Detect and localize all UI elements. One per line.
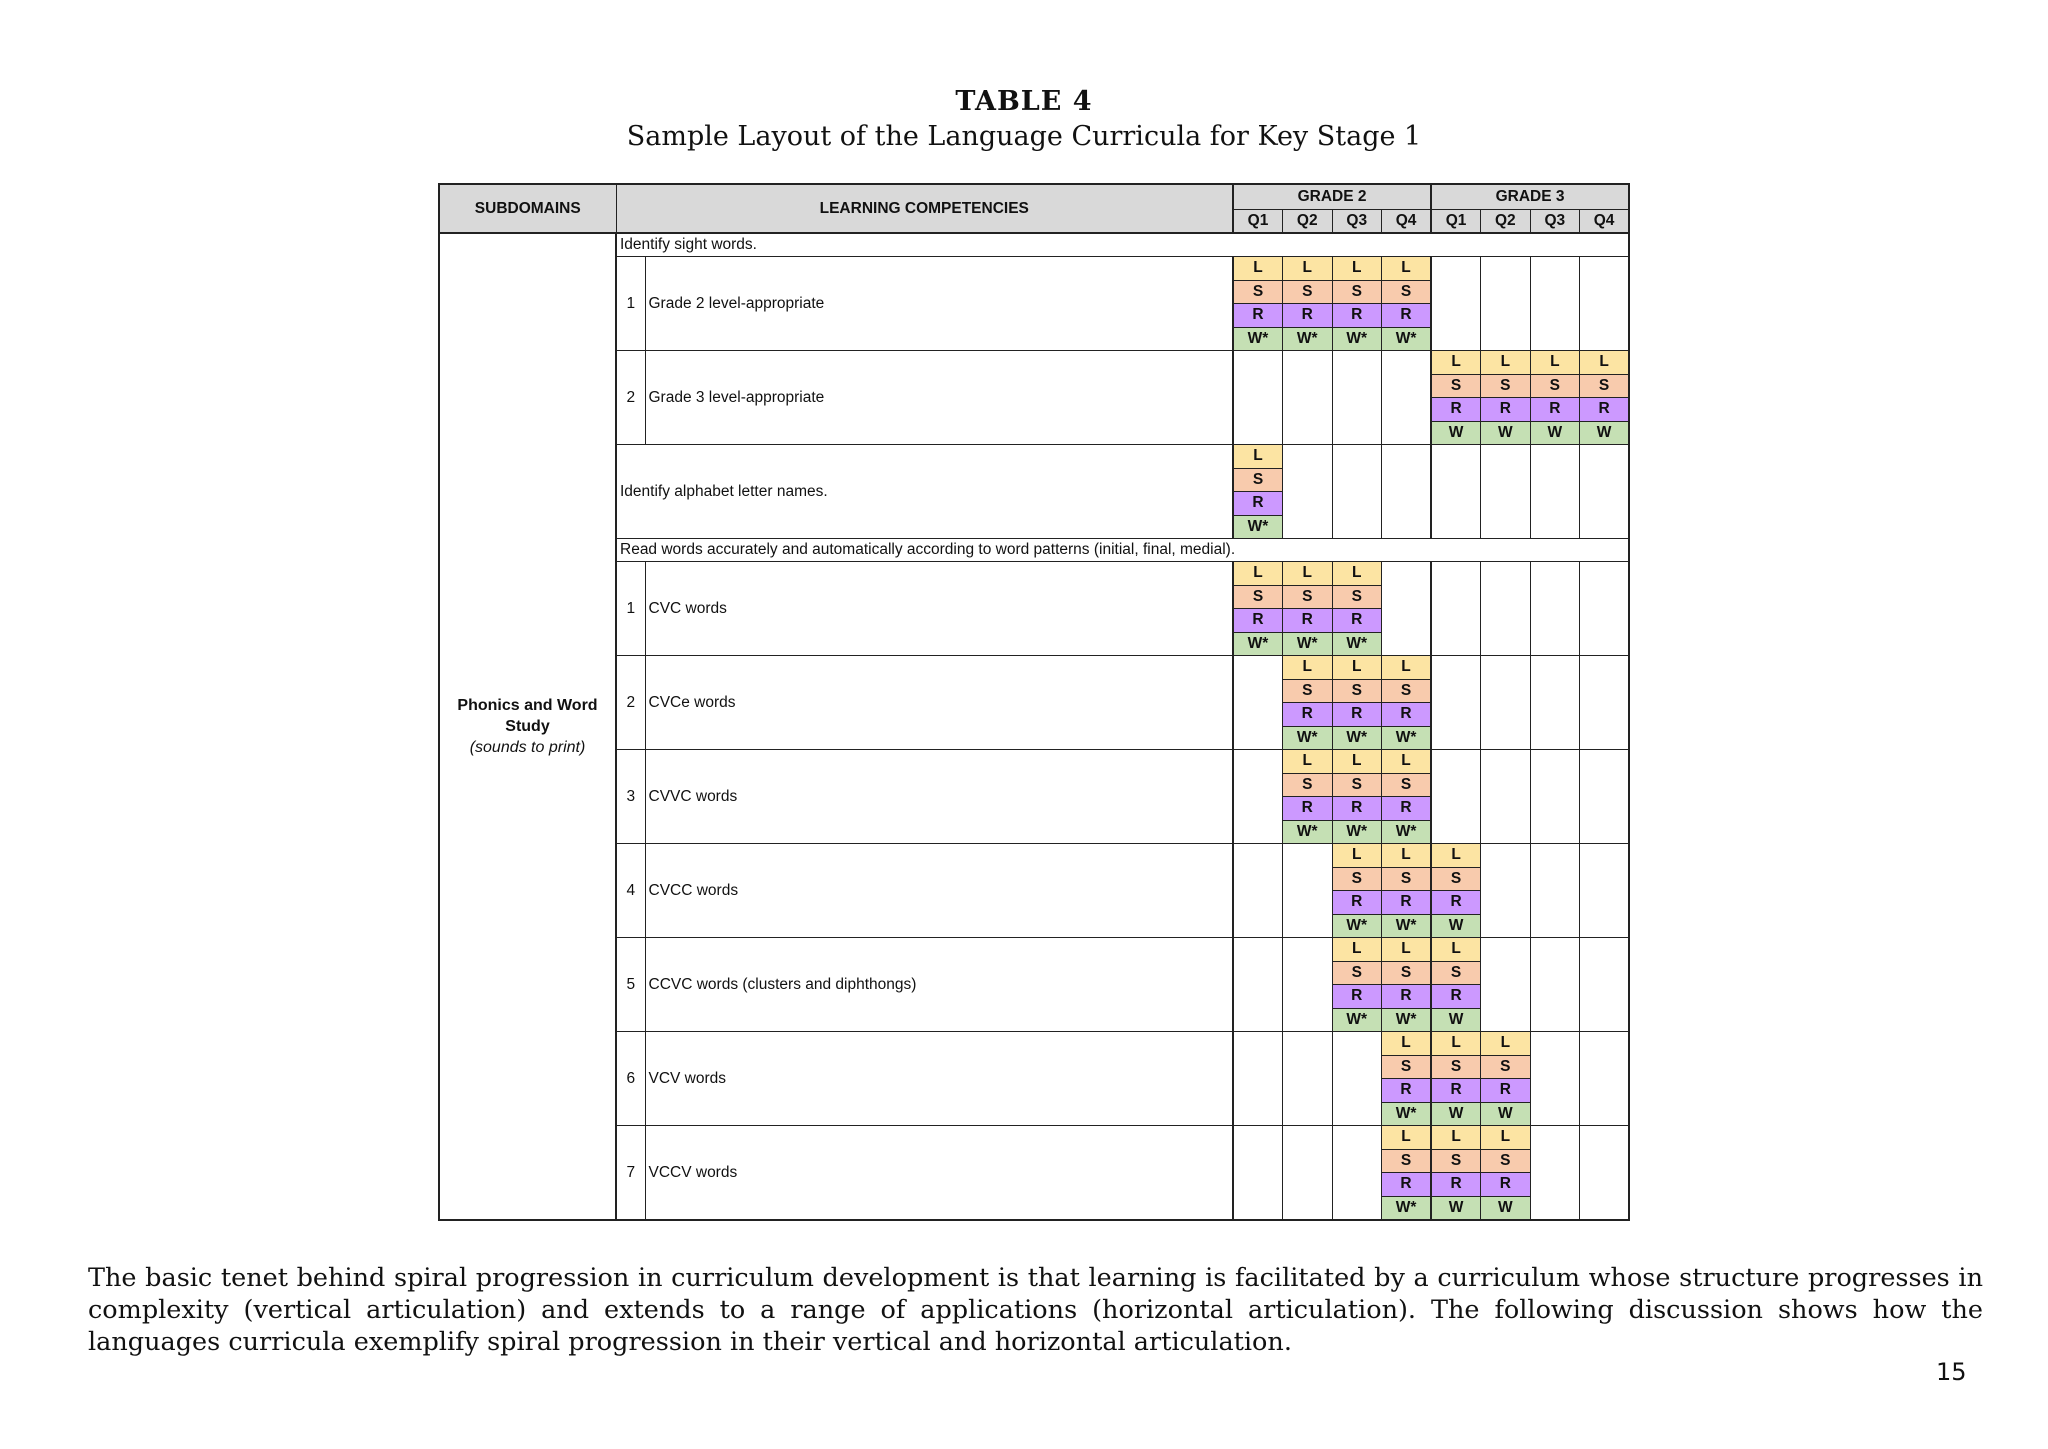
quarter-cell [1332, 750, 1382, 844]
skill-badge: W* [1333, 633, 1382, 656]
quarter-cell [1580, 562, 1630, 656]
quarter-cell [1382, 1126, 1432, 1221]
quarter-cell [1580, 844, 1630, 938]
skill-badge: W [1432, 422, 1480, 445]
skill-badge: W [1580, 422, 1628, 445]
skill-stack [1481, 351, 1530, 444]
item-number: 1 [616, 562, 645, 656]
quarter-cell [1530, 1126, 1580, 1221]
quarter-cell [1431, 257, 1481, 351]
skill-badge: L [1382, 1126, 1430, 1150]
quarter-cell [1382, 844, 1432, 938]
quarter-cell [1233, 257, 1283, 351]
skill-badge: R [1333, 304, 1382, 328]
quarter-cell [1283, 445, 1333, 539]
skill-badge: W* [1234, 516, 1282, 539]
competency-item: CVC words [645, 562, 1233, 656]
quarter-header: Q4 [1382, 210, 1432, 234]
curriculum-table [438, 183, 1630, 1221]
skill-badge: W [1432, 1009, 1480, 1032]
skill-badge: L [1531, 351, 1580, 375]
skill-badge: S [1234, 469, 1282, 493]
table-row [439, 257, 1629, 351]
table-row [439, 233, 1629, 257]
quarter-cell [1431, 750, 1481, 844]
quarter-cell [1530, 562, 1580, 656]
quarter-cell [1382, 257, 1432, 351]
skill-badge: L [1481, 1032, 1530, 1056]
skill-badge: S [1333, 868, 1382, 892]
skill-badge: S [1531, 375, 1580, 399]
quarter-header: Q4 [1580, 210, 1630, 234]
competency-item: CVCC words [645, 844, 1233, 938]
skill-badge: S [1283, 774, 1332, 798]
skill-badge: R [1283, 304, 1332, 328]
quarter-cell [1332, 844, 1382, 938]
quarter-cell [1530, 1032, 1580, 1126]
skill-badge: R [1382, 797, 1430, 821]
quarter-cell [1431, 1126, 1481, 1221]
skill-badge: S [1382, 680, 1430, 704]
skill-badge: L [1283, 750, 1332, 774]
skill-badge: W* [1333, 821, 1382, 844]
skill-badge: R [1382, 304, 1430, 328]
skill-stack [1283, 257, 1332, 350]
skill-badge: S [1234, 281, 1282, 305]
quarter-cell [1332, 562, 1382, 656]
skill-stack [1382, 1032, 1430, 1125]
quarter-cell [1580, 938, 1630, 1032]
quarter-cell [1481, 656, 1531, 750]
skill-badge: S [1432, 868, 1480, 892]
competency-heading: Identify alphabet letter names. [616, 445, 1233, 539]
item-number: 2 [616, 351, 645, 445]
quarter-cell [1580, 351, 1630, 445]
table-row [439, 445, 1629, 539]
title-block [0, 86, 2048, 152]
skill-badge: L [1382, 844, 1430, 868]
skill-badge: W* [1382, 821, 1430, 844]
skill-badge: W* [1283, 727, 1332, 750]
skill-stack [1382, 656, 1430, 749]
skill-badge: L [1382, 1032, 1430, 1056]
skill-badge: R [1333, 891, 1382, 915]
skill-badge: R [1481, 1079, 1530, 1103]
skill-badge: R [1234, 609, 1282, 633]
skill-stack [1382, 844, 1430, 937]
table-subtitle: Sample Layout of the Language Curricula for Key Stage 1 [626, 121, 1422, 152]
competency-item: VCV words [645, 1032, 1233, 1126]
quarter-cell [1332, 938, 1382, 1032]
skill-badge: S [1432, 1056, 1480, 1080]
skill-badge: W [1432, 1103, 1480, 1126]
skill-badge: S [1481, 1150, 1530, 1174]
skill-badge: S [1432, 375, 1480, 399]
quarter-cell [1481, 1126, 1531, 1221]
item-number: 3 [616, 750, 645, 844]
skill-stack [1283, 562, 1332, 655]
quarter-cell [1481, 351, 1531, 445]
quarter-cell [1530, 750, 1580, 844]
skill-stack [1333, 938, 1382, 1031]
competency-item: Grade 3 level-appropriate [645, 351, 1233, 445]
quarter-cell [1233, 844, 1283, 938]
quarter-cell [1233, 656, 1283, 750]
quarter-cell [1481, 562, 1531, 656]
skill-badge: W* [1333, 727, 1382, 750]
quarter-cell [1283, 351, 1333, 445]
skill-stack [1333, 750, 1382, 843]
skill-badge: L [1333, 562, 1382, 586]
quarter-cell [1580, 1126, 1630, 1221]
skill-badge: L [1333, 257, 1382, 281]
skill-stack [1531, 351, 1580, 444]
skill-badge: W* [1234, 633, 1282, 656]
quarter-cell [1530, 257, 1580, 351]
skill-badge: L [1283, 562, 1332, 586]
skill-badge: S [1283, 586, 1332, 610]
quarter-cell [1382, 938, 1432, 1032]
skill-badge: L [1333, 938, 1382, 962]
skill-badge: R [1580, 398, 1628, 422]
quarter-cell [1580, 750, 1630, 844]
skill-badge: W* [1333, 328, 1382, 351]
skill-stack [1382, 257, 1430, 350]
item-number: 7 [616, 1126, 645, 1221]
table-title: TABLE 4 [955, 86, 1093, 117]
skill-badge: W [1481, 422, 1530, 445]
competencies-header: LEARNING COMPETENCIES [616, 184, 1233, 233]
competency-heading: Read words accurately and automatically according to word patterns (initial, final, medial). [616, 539, 1629, 562]
skill-badge: S [1333, 774, 1382, 798]
quarter-cell [1580, 1032, 1630, 1126]
skill-badge: R [1333, 985, 1382, 1009]
quarter-cell [1481, 1032, 1531, 1126]
skill-badge: L [1382, 656, 1430, 680]
skill-badge: S [1382, 1056, 1430, 1080]
skill-badge: W [1432, 1197, 1480, 1220]
skill-badge: L [1432, 351, 1480, 375]
skill-badge: R [1382, 891, 1430, 915]
table-row [439, 539, 1629, 562]
skill-badge: R [1432, 1079, 1480, 1103]
skill-stack [1481, 1126, 1530, 1219]
skill-badge: W* [1382, 1197, 1430, 1220]
skill-badge: R [1382, 985, 1430, 1009]
quarter-cell [1382, 562, 1432, 656]
quarter-header: Q3 [1530, 210, 1580, 234]
skill-stack [1432, 844, 1480, 937]
competency-item: Grade 2 level-appropriate [645, 257, 1233, 351]
quarter-cell [1580, 445, 1630, 539]
item-number: 4 [616, 844, 645, 938]
skill-stack [1432, 1032, 1480, 1125]
skill-stack [1234, 257, 1282, 350]
quarter-cell [1283, 938, 1333, 1032]
skill-badge: L [1333, 844, 1382, 868]
subdomain-note: (sounds to print) [469, 739, 586, 756]
skill-badge: R [1283, 797, 1332, 821]
quarter-cell [1382, 351, 1432, 445]
quarter-cell [1332, 445, 1382, 539]
skill-stack [1481, 1032, 1530, 1125]
quarter-cell [1332, 656, 1382, 750]
page-number: 15 [1936, 1358, 1967, 1386]
quarter-cell [1431, 938, 1481, 1032]
skill-stack [1333, 257, 1382, 350]
skill-badge: R [1382, 703, 1430, 727]
quarter-cell [1233, 1126, 1283, 1221]
table-body [439, 233, 1629, 1220]
skill-badge: S [1283, 281, 1332, 305]
skill-badge: S [1333, 281, 1382, 305]
skill-badge: L [1432, 1126, 1480, 1150]
skill-badge: R [1382, 1173, 1430, 1197]
skill-badge: L [1382, 750, 1430, 774]
quarter-cell [1481, 938, 1531, 1032]
skill-badge: W* [1333, 915, 1382, 938]
skill-badge: S [1382, 281, 1430, 305]
quarter-cell [1382, 1032, 1432, 1126]
table-row [439, 562, 1629, 656]
quarter-cell [1332, 351, 1382, 445]
skill-badge: R [1234, 492, 1282, 516]
skill-badge: L [1432, 844, 1480, 868]
subdomain-cell [439, 233, 616, 1220]
subdomain-name: Phonics and Word Study [457, 697, 598, 735]
quarter-cell [1233, 750, 1283, 844]
skill-badge: S [1234, 586, 1282, 610]
competency-heading: Identify sight words. [616, 233, 1629, 257]
skill-badge: S [1382, 868, 1430, 892]
quarter-cell [1233, 445, 1283, 539]
table-row [439, 938, 1629, 1032]
quarter-header: Q3 [1332, 210, 1382, 234]
skill-stack [1283, 750, 1332, 843]
skill-badge: W* [1382, 915, 1430, 938]
skill-badge: R [1432, 1173, 1480, 1197]
skill-badge: S [1333, 962, 1382, 986]
skill-stack [1382, 750, 1430, 843]
quarter-cell [1431, 562, 1481, 656]
table-row [439, 1126, 1629, 1221]
item-number: 2 [616, 656, 645, 750]
skill-badge: S [1481, 375, 1530, 399]
skill-stack [1333, 562, 1382, 655]
quarter-cell [1580, 257, 1630, 351]
skill-stack [1234, 445, 1282, 538]
skill-stack [1432, 351, 1480, 444]
skill-badge: S [1333, 680, 1382, 704]
quarter-cell [1332, 1126, 1382, 1221]
quarter-cell [1530, 656, 1580, 750]
grade2-header: GRADE 2 [1233, 184, 1431, 210]
body-paragraph: The basic tenet behind spiral progression in curriculum development is that learning is facilitated by a curriculum whose structure progresses in complexity (vertical articulation) and extends to a range of applications (horizontal articulation). The following discussion shows how the languages curricula exemplify spiral progression in their vertical and horizontal articulation. [88, 1263, 1983, 1357]
quarter-cell [1530, 351, 1580, 445]
skill-badge: R [1531, 398, 1580, 422]
skill-badge: L [1382, 257, 1430, 281]
skill-stack [1382, 1126, 1430, 1219]
skill-badge: S [1283, 680, 1332, 704]
skill-badge: S [1580, 375, 1628, 399]
grade3-header: GRADE 3 [1431, 184, 1629, 210]
skill-badge: W [1531, 422, 1580, 445]
skill-badge: L [1481, 351, 1530, 375]
skill-badge: L [1382, 938, 1430, 962]
skill-badge: L [1234, 562, 1282, 586]
quarter-cell [1283, 656, 1333, 750]
item-number: 5 [616, 938, 645, 1032]
skill-badge: W* [1382, 1103, 1430, 1126]
quarter-cell [1233, 562, 1283, 656]
skill-badge: R [1333, 609, 1382, 633]
skill-badge: L [1234, 445, 1282, 469]
quarter-cell [1283, 750, 1333, 844]
skill-badge: W* [1382, 727, 1430, 750]
quarter-cell [1332, 1032, 1382, 1126]
quarter-cell [1382, 445, 1432, 539]
skill-stack [1432, 938, 1480, 1031]
skill-badge: W* [1333, 1009, 1382, 1032]
quarter-header: Q1 [1233, 210, 1283, 234]
quarter-cell [1382, 750, 1432, 844]
skill-stack [1333, 656, 1382, 749]
competency-item: CVCe words [645, 656, 1233, 750]
quarter-cell [1431, 844, 1481, 938]
skill-badge: W* [1283, 821, 1332, 844]
competency-item: VCCV words [645, 1126, 1233, 1221]
skill-badge: L [1333, 750, 1382, 774]
skill-badge: L [1283, 257, 1332, 281]
quarter-cell [1431, 1032, 1481, 1126]
quarter-cell [1431, 351, 1481, 445]
skill-badge: S [1382, 962, 1430, 986]
skill-badge: S [1382, 1150, 1430, 1174]
skill-badge: L [1481, 1126, 1530, 1150]
quarter-header: Q2 [1283, 210, 1333, 234]
table-row [439, 1032, 1629, 1126]
skill-badge: L [1234, 257, 1282, 281]
competency-item: CCVC words (clusters and diphthongs) [645, 938, 1233, 1032]
skill-stack [1432, 1126, 1480, 1219]
skill-badge: L [1283, 656, 1332, 680]
quarter-cell [1431, 445, 1481, 539]
quarter-cell [1283, 1032, 1333, 1126]
skill-badge: R [1432, 985, 1480, 1009]
skill-badge: W* [1283, 633, 1332, 656]
quarter-cell [1283, 1126, 1333, 1221]
quarter-cell [1481, 257, 1531, 351]
skill-badge: R [1432, 891, 1480, 915]
skill-badge: R [1283, 609, 1332, 633]
quarter-cell [1233, 938, 1283, 1032]
skill-badge: R [1333, 703, 1382, 727]
quarter-header: Q1 [1431, 210, 1481, 234]
skill-badge: R [1234, 304, 1282, 328]
quarter-cell [1382, 656, 1432, 750]
quarter-cell [1481, 750, 1531, 844]
quarter-cell [1530, 938, 1580, 1032]
skill-badge: W [1481, 1197, 1530, 1220]
skill-badge: S [1333, 586, 1382, 610]
skill-stack [1333, 844, 1382, 937]
item-number: 1 [616, 257, 645, 351]
skill-badge: S [1432, 962, 1480, 986]
skill-badge: R [1481, 398, 1530, 422]
skill-badge: W* [1382, 1009, 1430, 1032]
quarter-cell [1233, 351, 1283, 445]
skill-badge: R [1382, 1079, 1430, 1103]
skill-badge: L [1580, 351, 1628, 375]
skill-badge: R [1481, 1173, 1530, 1197]
quarter-cell [1283, 562, 1333, 656]
skill-badge: S [1481, 1056, 1530, 1080]
table-row [439, 844, 1629, 938]
skill-badge: W [1481, 1103, 1530, 1126]
skill-badge: L [1333, 656, 1382, 680]
subdomains-header: SUBDOMAINS [439, 184, 616, 233]
quarter-cell [1481, 445, 1531, 539]
skill-stack [1580, 351, 1628, 444]
skill-stack [1283, 656, 1332, 749]
table-row [439, 351, 1629, 445]
skill-badge: R [1333, 797, 1382, 821]
quarter-cell [1332, 257, 1382, 351]
skill-stack [1382, 938, 1430, 1031]
table-row [439, 750, 1629, 844]
skill-badge: R [1283, 703, 1332, 727]
quarter-cell [1233, 1032, 1283, 1126]
quarter-cell [1530, 844, 1580, 938]
skill-badge: S [1432, 1150, 1480, 1174]
quarter-cell [1530, 445, 1580, 539]
skill-badge: L [1432, 1032, 1480, 1056]
quarter-header: Q2 [1481, 210, 1531, 234]
skill-badge: W* [1382, 328, 1430, 351]
competency-item: CVVC words [645, 750, 1233, 844]
skill-stack [1234, 562, 1282, 655]
skill-badge: R [1432, 398, 1480, 422]
skill-badge: W [1432, 915, 1480, 938]
skill-badge: W* [1234, 328, 1282, 351]
quarter-cell [1431, 656, 1481, 750]
skill-badge: L [1432, 938, 1480, 962]
table-row [439, 656, 1629, 750]
skill-badge: S [1382, 774, 1430, 798]
item-number: 6 [616, 1032, 645, 1126]
quarter-cell [1283, 257, 1333, 351]
skill-badge: W* [1283, 328, 1332, 351]
quarter-cell [1283, 844, 1333, 938]
quarter-cell [1481, 844, 1531, 938]
quarter-cell [1580, 656, 1630, 750]
